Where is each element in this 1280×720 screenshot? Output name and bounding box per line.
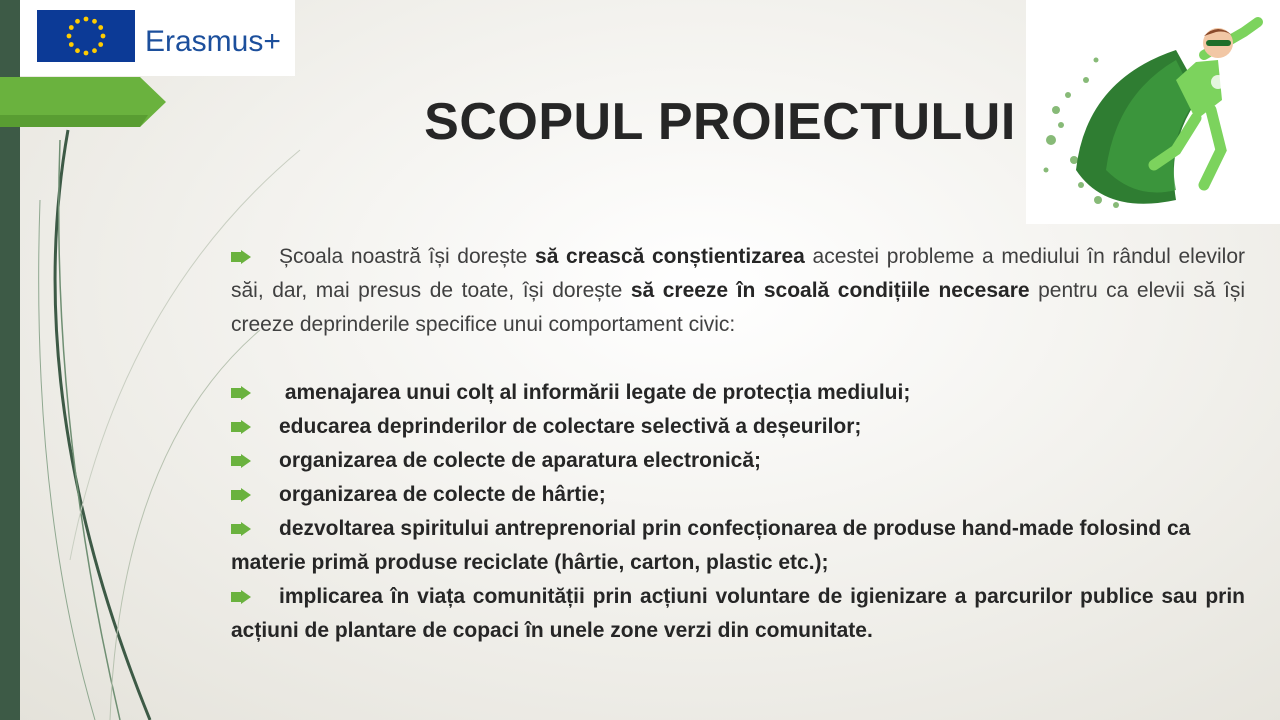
- intro-bold-1: să crească conștientizarea: [535, 245, 805, 268]
- arrow-bullet-icon: [231, 250, 279, 264]
- spacer: [231, 342, 1245, 376]
- superhero-illustration: [1026, 0, 1280, 224]
- list-item-text: dezvoltarea spiritului antreprenorial prin confecționarea de produse hand-made folosind ca materie primă produse reciclate (hârtie, carton, plastic etc.);: [231, 517, 1191, 574]
- superhero-icon: [1026, 0, 1280, 224]
- arrow-bullet-icon: [231, 386, 279, 400]
- list-item-text: educarea deprinderilor de colectare selectivă a deșeurilor;: [279, 415, 862, 438]
- intro-text-1: Școala noastră își dorește: [279, 245, 536, 268]
- slide-title: SCOPUL PROIECTULUI: [424, 93, 1016, 151]
- list-item: [231, 376, 1245, 410]
- intro-text-2: acestei probleme a mediului în rândul elevilor săi, dar, mai presus de toate, își dorește: [231, 245, 1246, 302]
- intro-paragraph: [231, 240, 1245, 342]
- eu-flag-icon: [37, 10, 135, 62]
- erasmus-logo-text: Erasmus+: [145, 25, 281, 58]
- arrow-bullet-icon: [231, 590, 279, 604]
- slide-content: [231, 240, 1245, 648]
- list-item: [231, 580, 1245, 648]
- list-item: [231, 478, 1245, 512]
- intro-bold-2: să creeze în scoală condițiile necesare: [630, 279, 1030, 302]
- arrow-bullet-icon: [231, 454, 279, 468]
- list-item: [231, 444, 1245, 478]
- list-item: [231, 512, 1245, 580]
- intro-text-3: pentru ca elevii să își creeze deprinderile specifice unui comportament civic:: [231, 279, 1246, 336]
- erasmus-logo: [20, 0, 295, 76]
- list-item-text: amenajarea unui colț al informării legate de protecția mediului;: [279, 381, 911, 404]
- list-item-text: organizarea de colecte de aparatura electronică;: [279, 449, 762, 472]
- list-item-text: organizarea de colecte de hârtie;: [279, 483, 606, 506]
- list-item: [231, 410, 1245, 444]
- arrow-bullet-icon: [231, 522, 279, 536]
- arrow-bullet-icon: [231, 488, 279, 502]
- list-item-text: implicarea în viața comunității prin acțiuni voluntare de igienizare a parcurilor publice sau prin acțiuni de plantare de copaci în unele zone verzi din comunitate.: [231, 585, 1245, 642]
- arrow-bullet-icon: [231, 420, 279, 434]
- green-arrow-band: [0, 77, 166, 127]
